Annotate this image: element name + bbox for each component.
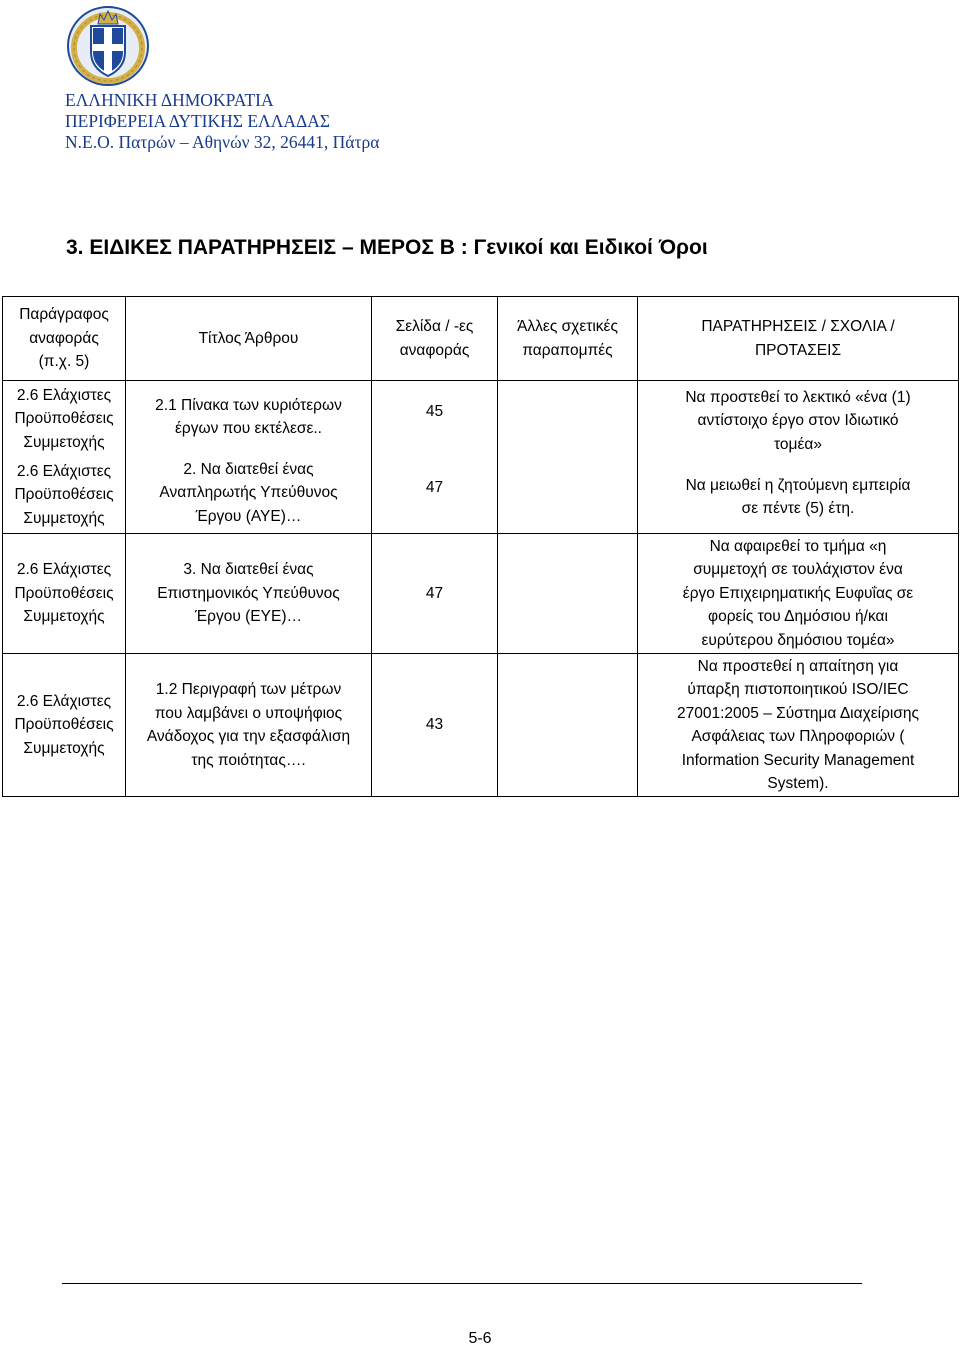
table-row — [3, 654, 959, 797]
comments-cell: Να προστεθεί η απαίτηση για ύπαρξη πιστοποιητικού ISO/IEC 27001:2005 – Σύστημα Διαχείρισης Ασφάλειας των Πληροφοριών ( Information Security Management System). — [638, 654, 959, 797]
article-title-cell: 1.2 Περιγραφή των μέτρων που λαμβάνει ο υποψήφιος Ανάδοχος για την εξασφάλιση της ποιότητας…. — [126, 654, 372, 797]
paragraph-cell: 2.6 Ελάχιστες Προϋποθέσεις Συμμετοχής — [3, 654, 126, 797]
paragraph-cell: 2.6 Ελάχιστες Προϋποθέσεις Συμμετοχής — [3, 534, 126, 654]
table-row — [3, 534, 959, 654]
table-header-row — [3, 297, 959, 381]
page-cell: 43 — [372, 654, 498, 797]
header-line-republic: ΕΛΛΗΝΙΚΗ ΔΗΜΟΚΡΑΤΙΑ — [65, 90, 274, 110]
page-cell: 45 47 — [372, 381, 498, 534]
section-title: 3. ΕΙΔΙΚΕΣ ΠΑΡΑΤΗΡΗΣΕΙΣ – ΜΕΡΟΣ Β : Γενικοί και Ειδικοί Όροι — [66, 236, 708, 259]
article-title-cell: 2.1 Πίνακα των κυριότερων έργων που εκτέλεσε.. 2. Να διατεθεί ένας Αναπληρωτής Υπεύθυνος Έργου (ΑΥΕ)… — [126, 381, 372, 534]
other-refs-cell — [498, 534, 638, 654]
observations-table — [2, 296, 959, 797]
header-page: Σελίδα / -ες αναφοράς — [372, 297, 498, 381]
comments-cell: Να αφαιρεθεί το τμήμα «η συμμετοχή σε τουλάχιστον ένα έργο Επιχειρηματικής Ευφυΐας σε φορείς του Δημόσιου ή/και ευρύτερου δημόσιου τομέα» — [638, 534, 959, 654]
header-article-title: Τίτλος Άρθρου — [126, 297, 372, 381]
footer-divider — [62, 1283, 862, 1284]
header-other-refs: Άλλες σχετικές παραπομπές — [498, 297, 638, 381]
header-line-region: ΠΕΡΙΦΕΡΕΙΑ ΔΥΤΙΚΗΣ ΕΛΛΑΔΑΣ — [65, 111, 331, 131]
comments-cell: Να προστεθεί το λεκτικό «ένα (1) αντίστοιχο έργο στον Ιδιωτικό τομέα» Να μειωθεί η ζητούμενη εμπειρία σε πέντε (5) έτη. — [638, 381, 959, 534]
other-refs-cell — [498, 654, 638, 797]
table-row — [3, 381, 959, 534]
header-line-address: Ν.Ε.Ο. Πατρών – Αθηνών 32, 26441, Πάτρα — [65, 132, 380, 152]
header-paragraph: Παράγραφος αναφοράς (π.χ. 5) — [3, 297, 126, 381]
page-cell: 47 — [372, 534, 498, 654]
paragraph-cell: 2.6 Ελάχιστες Προϋποθέσεις Συμμετοχής 2.6 Ελάχιστες Προϋποθέσεις Συμμετοχής — [3, 381, 126, 534]
other-refs-cell — [498, 381, 638, 534]
greek-state-emblem-icon — [64, 2, 152, 88]
header-comments: ΠΑΡΑΤΗΡΗΣΕΙΣ / ΣΧΟΛΙΑ / ΠΡΟΤΑΣΕΙΣ — [638, 297, 959, 381]
page-number: 5-6 — [468, 1330, 492, 1347]
issuer-header — [65, 90, 379, 153]
article-title-cell: 3. Να διατεθεί ένας Επιστημονικός Υπεύθυνος Έργου (ΕΥΕ)… — [126, 534, 372, 654]
